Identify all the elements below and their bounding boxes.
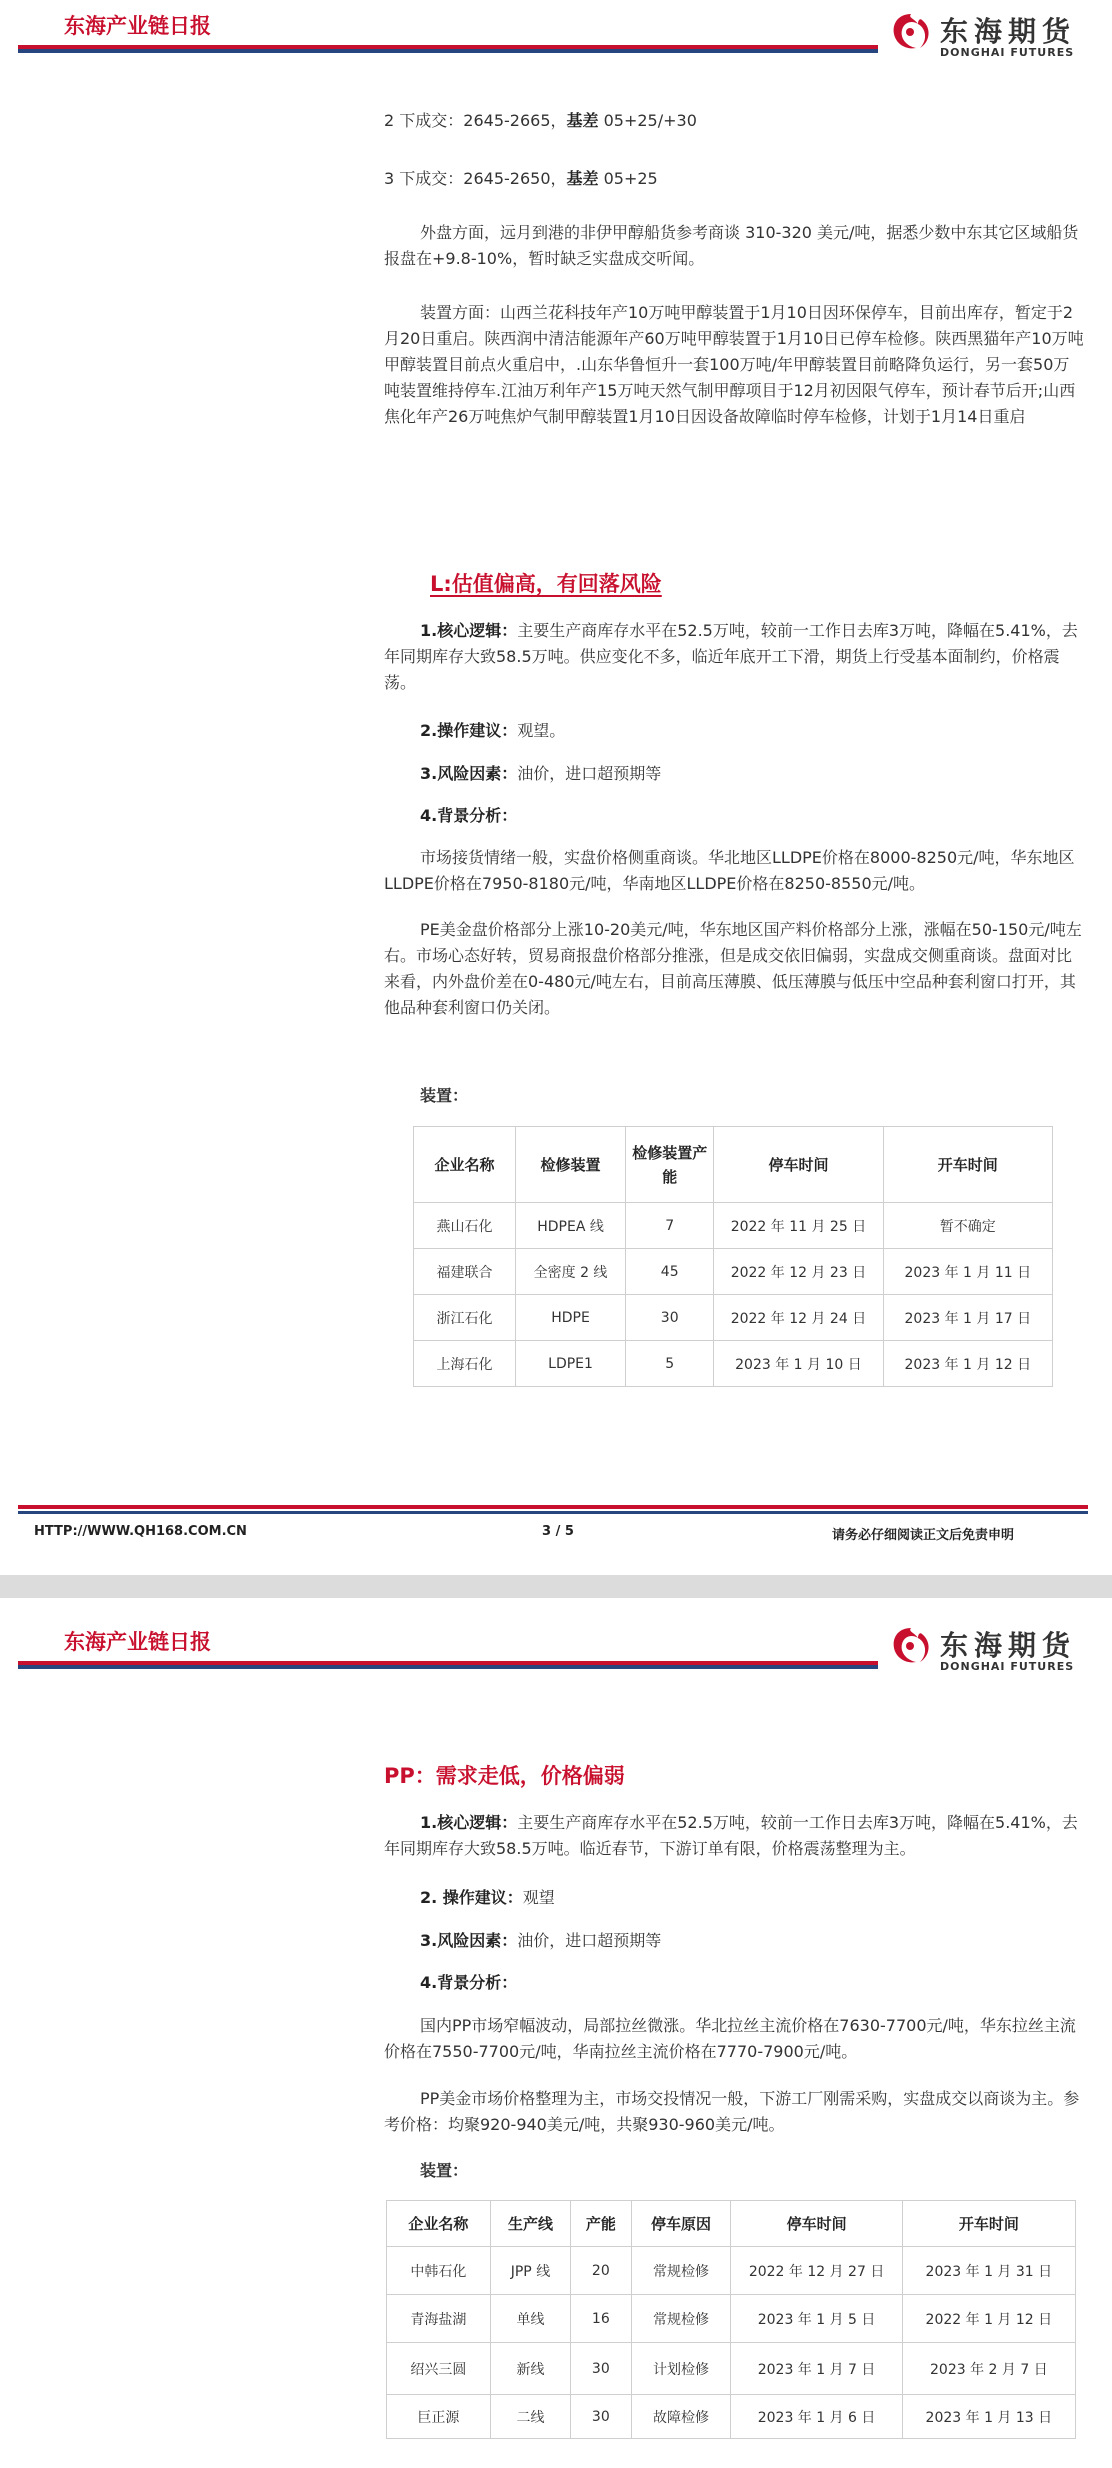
table-cell: 45 [626,1249,714,1295]
table-label: 装置： [420,2161,469,2180]
table-header: 开车时间 [902,2201,1075,2247]
table-cell: 20 [571,2247,631,2295]
table-row [414,1341,1053,1387]
logo-chinese-name: 东海期货 [940,1629,1077,1662]
table-cell: 2023 年 2 月 7 日 [902,2343,1075,2395]
background-label: 4.背景分析： [420,1973,518,1992]
table-row [387,2343,1076,2395]
report-header-title: 东海产业链日报 [64,14,211,38]
table-header: 检修装置 [515,1127,625,1203]
table-row [387,2295,1076,2343]
table-cell: 2023 年 1 月 6 日 [731,2395,902,2439]
table-cell: 新线 [490,2343,570,2395]
table-cell: 2022 年 12 月 23 日 [714,1249,883,1295]
pe-maintenance-table [413,1126,1053,1387]
table-cell: 2023 年 1 月 12 日 [883,1341,1052,1387]
header-divider-blue [18,1665,878,1669]
logo-english-name: DONGHAI FUTURES [940,46,1075,59]
trade-line-2: 2 下成交：2645-2665，基差 05+25/+30 [384,111,697,130]
background-paragraph-2: PE美金盘价格部分上涨10-20美元/吨，华东地区国产料价格部分上涨，涨幅在50-150元/吨左右。市场心态好转，贸易商报盘价格部分推涨，但是成交依旧偏弱，实盘成交侧重商谈。盘面对比来看，内外盘价差在0-480元/吨左右，目前高压薄膜、低压薄膜与低压中空品种套利窗口打开，其他品种套利窗口仍关闭。 [384,920,1082,1017]
background-paragraph-1: 市场接货情绪一般，实盘价格侧重商谈。华北地区LLDPE价格在8000-8250元/吨，华东地区LLDPE价格在7950-8180元/吨，华南地区LLDPE价格在8250-8550元/吨。 [384,848,1075,893]
table-header: 企业名称 [414,1127,516,1203]
table-cell: 2023 年 1 月 7 日 [731,2343,902,2395]
advice-paragraph: 2. 操作建议：观望 [420,1888,555,1907]
report-page-4 [0,1598,1112,2468]
table-cell: 浙江石化 [414,1295,516,1341]
table-cell: 全密度 2 线 [515,1249,625,1295]
table-cell: HDPEA 线 [515,1203,625,1249]
table-header: 停车原因 [631,2201,731,2247]
table-cell: 2023 年 1 月 31 日 [902,2247,1075,2295]
footer-page-number: 3 / 5 [542,1524,574,1539]
logo-chinese-name: 东海期货 [940,15,1077,48]
trade-line-3: 3 下成交：2645-2650，基差 05+25 [384,169,658,188]
table-row [387,2247,1076,2295]
table-cell: 上海石化 [414,1341,516,1387]
table-header-row [414,1127,1053,1203]
core-logic-paragraph: 1.核心逻辑：主要生产商库存水平在52.5万吨，较前一工作日去库3万吨，降幅在5.41%，去年同期库存大致58.5万吨。临近春节，下游订单有限，价格震荡整理为主。 [384,1813,1078,1858]
table-row [414,1249,1053,1295]
table-cell: 计划检修 [631,2343,731,2395]
table-cell: JPP 线 [490,2247,570,2295]
table-row [414,1203,1053,1249]
table-header: 停车时间 [731,2201,902,2247]
background-label: 4.背景分析： [420,806,518,825]
risk-paragraph: 3.风险因素：油价，进口超预期等 [420,764,662,783]
footer-divider-blue [18,1511,1088,1514]
table-cell: 2023 年 1 月 5 日 [731,2295,902,2343]
table-cell: 常规检修 [631,2247,731,2295]
table-cell: 中韩石化 [387,2247,491,2295]
donghai-logo [888,8,1098,64]
table-cell: 燕山石化 [414,1203,516,1249]
table-cell: 7 [626,1203,714,1249]
footer-url-link[interactable]: HTTP://WWW.QH168.COM.CN [34,1524,247,1539]
footer-disclaimer: 请务必仔细阅读正文后免责申明 [832,1528,1015,1543]
report-header-title: 东海产业链日报 [64,1630,211,1654]
donghai-logo [888,1622,1098,1678]
table-header-row [387,2201,1076,2247]
device-paragraph: 装置方面：山西兰花科技年产10万吨甲醇装置于1月10日因环保停车，目前出库存，暂定于2月20日重启。陕西润中清洁能源年产60万吨甲醇装置于1月10日已停车检修。陕西黑猫年产10万吨甲醇装置目前点火重启中，.山东华鲁恒升一套100万吨/年甲醇装置目前略降负运行，另一套50万吨装置维持停车.江油万利年产15万吨天然气制甲醇项目于12月初因限气停车，预计春节后开;山西焦化年产26万吨焦炉气制甲醇装置1月10日因设备故障临时停车检修，计划于1月14日重启 [384,303,1084,426]
background-paragraph-2: PP美金市场价格整理为主，市场交投情况一般，下游工厂刚需采购，实盘成交以商谈为主。参考价格：均聚920-940美元/吨，共聚930-960美元/吨。 [384,2089,1080,2134]
table-header: 开车时间 [883,1127,1052,1203]
table-header: 企业名称 [387,2201,491,2247]
table-row [414,1295,1053,1341]
section-title-l: L:估值偏高，有回落风险 [430,572,662,596]
table-cell: 30 [626,1295,714,1341]
background-paragraph-1: 国内PP市场窄幅波动，局部拉丝微涨。华北拉丝主流价格在7630-7700元/吨，华东拉丝主流价格在7550-7700元/吨，华南拉丝主流价格在7770-7900元/吨。 [384,2016,1076,2061]
table-cell: 青海盐湖 [387,2295,491,2343]
table-cell: HDPE [515,1295,625,1341]
logo-swirl-icon [888,10,934,56]
logo-swirl-icon [888,1624,934,1670]
table-row [387,2395,1076,2439]
overseas-paragraph: 外盘方面，远月到港的非伊甲醇船货参考商谈 310-320 美元/吨，据悉少数中东其它区域船货报盘在+9.8-10%，暂时缺乏实盘成交听闻。 [384,223,1079,268]
table-header: 生产线 [490,2201,570,2247]
table-cell: LDPE1 [515,1341,625,1387]
table-label: 装置： [420,1086,469,1105]
table-cell: 30 [571,2343,631,2395]
table-cell: 绍兴三圆 [387,2343,491,2395]
pp-maintenance-table [386,2200,1076,2439]
risk-paragraph: 3.风险因素：油价，进口超预期等 [420,1931,662,1950]
footer-divider-red [18,1505,1088,1509]
table-cell: 2023 年 1 月 11 日 [883,1249,1052,1295]
core-logic-paragraph: 1.核心逻辑：主要生产商库存水平在52.5万吨，较前一工作日去库3万吨，降幅在5.41%，去年同期库存大致58.5万吨。供应变化不多，临近年底开工下滑，期货上行受基本面制约，价格震荡。 [384,621,1078,692]
table-cell: 二线 [490,2395,570,2439]
table-cell: 2022 年 1 月 12 日 [902,2295,1075,2343]
table-cell: 故障检修 [631,2395,731,2439]
advice-paragraph: 2.操作建议：观望。 [420,721,566,740]
table-cell: 2023 年 1 月 10 日 [714,1341,883,1387]
table-cell: 2022 年 12 月 24 日 [714,1295,883,1341]
table-cell: 暂不确定 [883,1203,1052,1249]
table-cell: 2023 年 1 月 17 日 [883,1295,1052,1341]
table-cell: 30 [571,2395,631,2439]
logo-english-name: DONGHAI FUTURES [940,1660,1075,1673]
table-cell: 5 [626,1341,714,1387]
section-title-pp: PP：需求走低，价格偏弱 [384,1764,625,1788]
table-cell: 2022 年 12 月 27 日 [731,2247,902,2295]
table-cell: 单线 [490,2295,570,2343]
table-cell: 常规检修 [631,2295,731,2343]
table-header: 停车时间 [714,1127,883,1203]
table-cell: 2023 年 1 月 13 日 [902,2395,1075,2439]
table-header: 产能 [571,2201,631,2247]
table-cell: 16 [571,2295,631,2343]
table-cell: 福建联合 [414,1249,516,1295]
header-divider-blue [18,49,878,53]
table-cell: 巨正源 [387,2395,491,2439]
table-header: 检修装置产能 [626,1127,714,1203]
table-cell: 2022 年 11 月 25 日 [714,1203,883,1249]
